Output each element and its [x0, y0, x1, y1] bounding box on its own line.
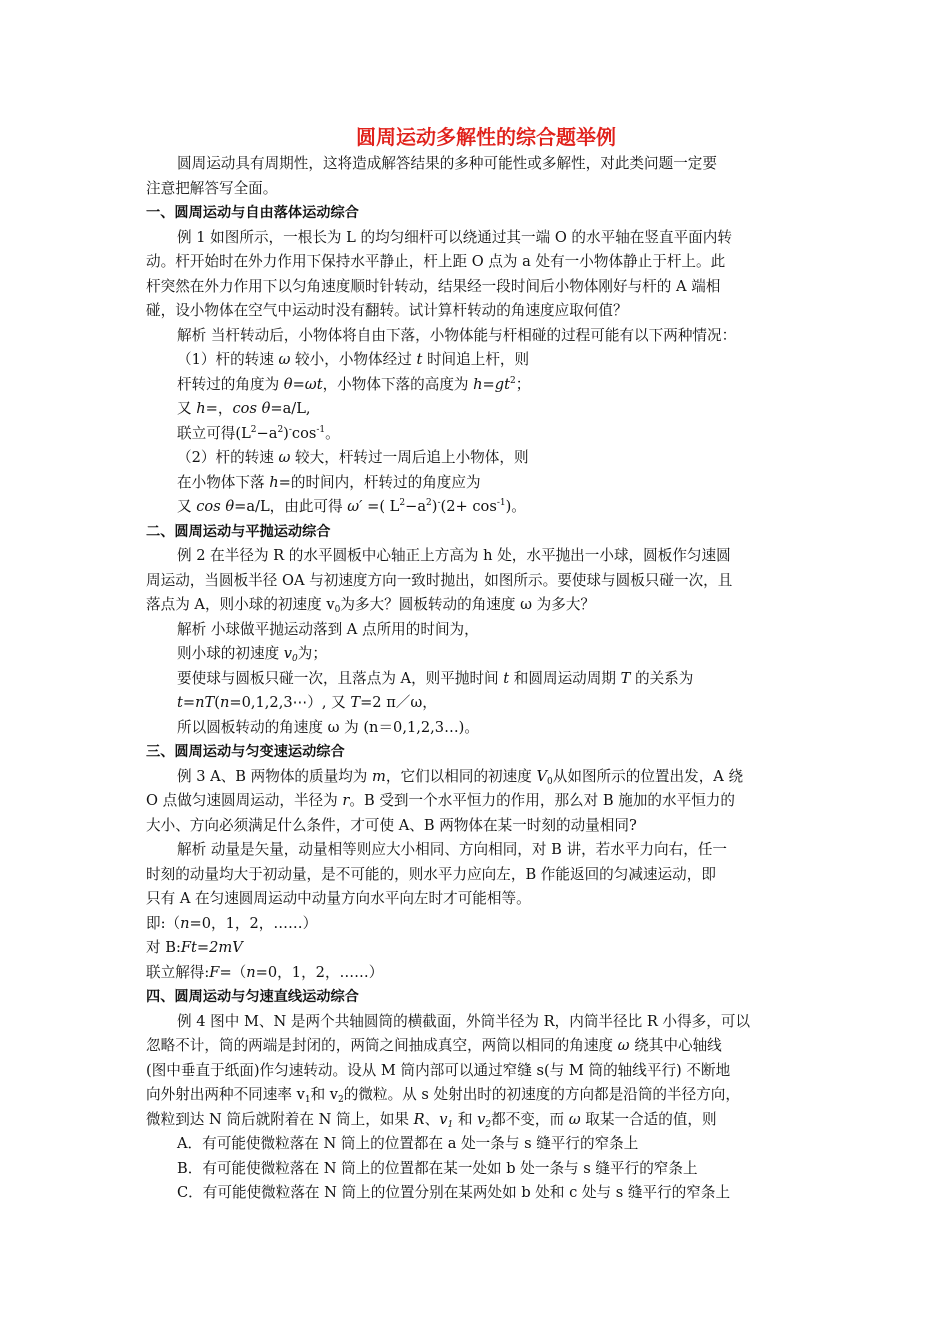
text: =2 π／ω，	[360, 694, 437, 711]
text: 时间追上杆，则	[422, 351, 530, 368]
text: 从如图所示的位置出发，A 绕	[552, 767, 744, 785]
subscript: 0	[292, 654, 298, 664]
section-3-heading: 三、圆周运动与匀变速运动综合	[146, 744, 345, 760]
text: (	[214, 694, 220, 711]
superscript: 2	[399, 498, 406, 508]
T-symbol: T	[620, 669, 631, 687]
T-symbol: T	[350, 694, 361, 711]
solution-3-line-1: 解析 动量是矢量，动量相等则应大小相同、方向相同，对 B 讲，若水平力向右，任一	[177, 841, 728, 858]
t-symbol: t	[503, 669, 510, 687]
text: 即:（	[146, 914, 181, 932]
text: 例 3 A、B 两物体的质量均为	[177, 767, 373, 785]
example-4-line-4	[146, 1083, 812, 1108]
text: (2+ cos	[440, 498, 497, 515]
text: 的时间内，杆转过的角度应为	[290, 473, 481, 491]
solution-1-case-1	[146, 348, 812, 373]
v-symbol: v	[477, 1110, 486, 1128]
superscript: 2	[250, 424, 257, 435]
formula: h=	[269, 473, 291, 491]
superscript: 2	[426, 498, 432, 508]
solution-1-fall-line	[146, 471, 812, 496]
r-symbol: r	[342, 792, 350, 809]
text: 和 v	[310, 1086, 339, 1103]
formula: θ=ωt	[283, 375, 323, 393]
example-1-line-3: 杆突然在外力作用下以匀角速度顺时针转动，结果经一段时间后小物体刚好与杆的 A 端相	[146, 277, 721, 295]
omega-symbol: ω	[568, 1110, 581, 1128]
solution-2-line-2	[146, 642, 812, 667]
m-symbol: m	[372, 767, 386, 785]
example-3-line-3: 大小、方向必须满足什么条件，才可使 A、B 两物体在某一时刻的动量相同?	[146, 816, 637, 834]
formula: Ft=2mV	[180, 939, 243, 956]
example-1-line-2: 动。杆开始时在外力作用下保持水平静止，杆上距 O 点为 a 处有一小物体静止于杆上。此	[146, 253, 726, 270]
example-4-line-2	[146, 1034, 812, 1059]
formula: ω′	[347, 498, 363, 515]
solution-3-line-2: 时刻的动量均大于初动量，是不可能的，则水平力应向左，B 作能返回的匀减速运动，即	[146, 865, 716, 883]
solution-3-line-4	[146, 912, 812, 937]
n-symbol: n	[180, 914, 190, 932]
text: 对 B:	[146, 939, 181, 956]
text: 。B 受到一个水平恒力的作用，那么对 B 施加的水平恒力的	[349, 792, 735, 809]
formula: h=	[196, 400, 218, 417]
page-title: 圆周运动多解性的综合题举例	[356, 125, 616, 149]
text: 忽略不计，筒的两端是封闭的，两筒之间抽成真空，两筒以相同的角速度	[146, 1037, 618, 1054]
formula: h=gt	[473, 375, 510, 393]
solution-1-line-1: 解析 当杆转动后，小物体将自由下落，小物体能与杆相碰的过程可能有以下两种情况：	[177, 326, 737, 344]
text: 杆转过的角度为	[177, 375, 284, 393]
text: =0，1，2，……）	[255, 963, 384, 981]
v-symbol: v	[439, 1110, 448, 1128]
solution-3-line-5	[146, 936, 812, 961]
text: =（	[219, 963, 247, 981]
text: ；	[515, 375, 531, 393]
example-1-line-4: 碰，设小物体在空气中运动时没有翻转。试计算杆转动的角速度应取何值？	[146, 302, 628, 319]
text: 又	[177, 498, 197, 515]
text: 的微粒。从 s 处射出时的初速度的方向都是沿筒的半径方向，	[343, 1086, 740, 1103]
formula: cos θ	[196, 498, 235, 515]
text: ，小物体下落的高度为	[322, 375, 474, 393]
document-page	[146, 122, 812, 1206]
example-1-line-1: 例 1 如图所示，一根长为 L 的均匀细杆可以绕通过其一端 O 的水平轴在竖直平面内转	[177, 228, 732, 246]
text: 取某一合适的值，则	[580, 1110, 717, 1128]
text: 和圆周运动周期	[509, 669, 621, 687]
text: O 点做匀速圆周运动，半径为	[146, 792, 343, 809]
text: 、	[424, 1110, 440, 1128]
text: 为；	[297, 645, 327, 662]
example-2-line-1: 例 2 在半径为 R 的水平圆板中心轴正上方高为 h 处，水平抛出一小球，圆板作匀速圆	[177, 547, 731, 564]
formula: cos θ	[232, 400, 271, 417]
section-4-heading: 四、圆周运动与匀速直线运动综合	[146, 989, 359, 1005]
text: =( L	[362, 498, 400, 515]
v-symbol: v	[283, 645, 293, 662]
text: cos	[291, 424, 317, 442]
text: ，它们以相同的初速度	[385, 767, 537, 785]
solution-3-line-6	[146, 961, 812, 986]
superscript: 2	[510, 375, 516, 386]
text: ，	[217, 400, 233, 417]
solution-2-line-3	[146, 667, 812, 692]
solution-2-line-5: 所以圆板转动的角速度 ω 为 (n＝0,1,2,3…)。	[177, 718, 479, 736]
section-1-heading: 一、圆周运动与自由落体运动综合	[146, 205, 359, 221]
text: 绕其中心轴线	[629, 1037, 722, 1054]
formula: t=nT	[177, 694, 215, 711]
text: 较大，杆转过一周后追上小物体，则	[290, 449, 529, 466]
text: 又	[177, 400, 197, 417]
F-symbol: F	[209, 963, 220, 981]
text: 为多大？圆板转动的角速度 ω 为多大？	[340, 596, 596, 613]
example-4-line-5	[146, 1108, 812, 1133]
solution-1-result-1	[146, 422, 812, 447]
text: )	[431, 498, 438, 515]
superscript: -1	[496, 498, 506, 508]
subscript: 2	[338, 1095, 344, 1105]
t-symbol: t	[416, 351, 423, 368]
text: 在小物体下落	[177, 473, 270, 491]
subscript: 0	[334, 605, 341, 615]
text: )	[283, 424, 289, 442]
R-symbol: R	[413, 1110, 425, 1128]
text: 都不变，而	[491, 1110, 569, 1128]
superscript: -1	[316, 424, 326, 435]
solution-1-cos-line	[146, 397, 812, 422]
solution-1-angle-line	[146, 373, 812, 398]
text: 较小，小物体经过	[290, 351, 417, 368]
section-2-heading: 二、圆周运动与平抛运动综合	[146, 523, 331, 540]
intro-line-2: 注意把解答写全面。	[146, 179, 278, 197]
subscript: 0	[547, 776, 553, 787]
text: 落点为 A，则小球的初速度 v	[146, 596, 335, 613]
omega-symbol: ω	[278, 351, 291, 368]
subscript: 1	[447, 1119, 454, 1130]
example-4-line-3: (图中垂直于纸面)作匀速转动。设从 M 筒内部可以通过窄缝 s(与 M 筒的轴线平行) 不断地	[146, 1061, 731, 1079]
superscript: -	[437, 498, 441, 508]
n-symbol: n	[219, 694, 230, 711]
text: =0,1,2,3⋯）, 又	[229, 694, 351, 711]
solution-2-line-1: 解析 小球做平抛运动落到 A 点所用的时间为，	[177, 620, 479, 638]
solution-3-line-3: 只有 A 在匀速圆周运动中动量方向水平向左时才可能相等。	[146, 890, 531, 907]
text: =0，1，2，……）	[189, 914, 318, 932]
omega-symbol: ω	[617, 1037, 630, 1054]
text: （1）杆的转速	[177, 351, 279, 368]
text: =a/L，由此可得	[234, 498, 348, 515]
solution-2-line-4	[146, 691, 812, 716]
text: （2）杆的转速	[177, 449, 279, 466]
omega-symbol: ω	[278, 449, 291, 466]
text: 要使球与圆板只碰一次，且落点为 A，则平抛时间	[177, 669, 504, 687]
superscript: -	[288, 424, 292, 435]
intro-line-1: 圆周运动具有周期性，这将造成解答结果的多种可能性或多解性，对此类问题一定要	[177, 155, 717, 172]
example-4-line-1: 例 4 图中 M、N 是两个共轴圆筒的横截面，外筒半径为 R，内筒半径比 R 小得多，可以	[177, 1012, 751, 1030]
text: =a/L,	[270, 400, 311, 417]
text: 联立可得(L	[177, 424, 251, 442]
text: 和	[453, 1110, 478, 1128]
example-2-line-3	[146, 593, 812, 618]
text: 的关系为	[630, 669, 694, 687]
option-c: C．有可能使微粒落在 N 筒上的位置分别在某两处如 b 处和 c 处与 s 缝平行的窄条上	[177, 1184, 731, 1201]
solution-1-case-2	[146, 446, 812, 471]
text: −a	[405, 498, 427, 515]
superscript: 2	[277, 424, 284, 435]
text: −a	[256, 424, 278, 442]
text: 则小球的初速度	[177, 645, 284, 662]
example-3-line-1	[146, 765, 812, 790]
text: )。	[505, 498, 526, 515]
solution-1-result-2	[146, 495, 812, 520]
example-3-line-2	[146, 789, 812, 814]
v-symbol: V	[536, 767, 548, 785]
text: 微粒到达 N 筒后就附着在 N 筒上，如果	[146, 1110, 414, 1128]
example-2-line-2: 周运动，当圆板半径 OA 与初速度方向一致时抛出，如图所示。要使球与圆板只碰一次，且	[146, 571, 733, 589]
option-a: A．有可能使微粒落在 N 筒上的位置都在 a 处一条与 s 缝平行的窄条上	[177, 1135, 639, 1152]
text: 。	[325, 424, 340, 442]
subscript: 2	[485, 1119, 492, 1130]
text: 联立解得:	[146, 963, 210, 981]
text: 向外射出两种不同速率 v	[146, 1086, 305, 1103]
subscript: 1	[304, 1095, 311, 1105]
n-symbol: n	[246, 963, 256, 981]
option-b: B．有可能使微粒落在 N 筒上的位置都在某一处如 b 处一条与 s 缝平行的窄条上	[177, 1159, 698, 1177]
